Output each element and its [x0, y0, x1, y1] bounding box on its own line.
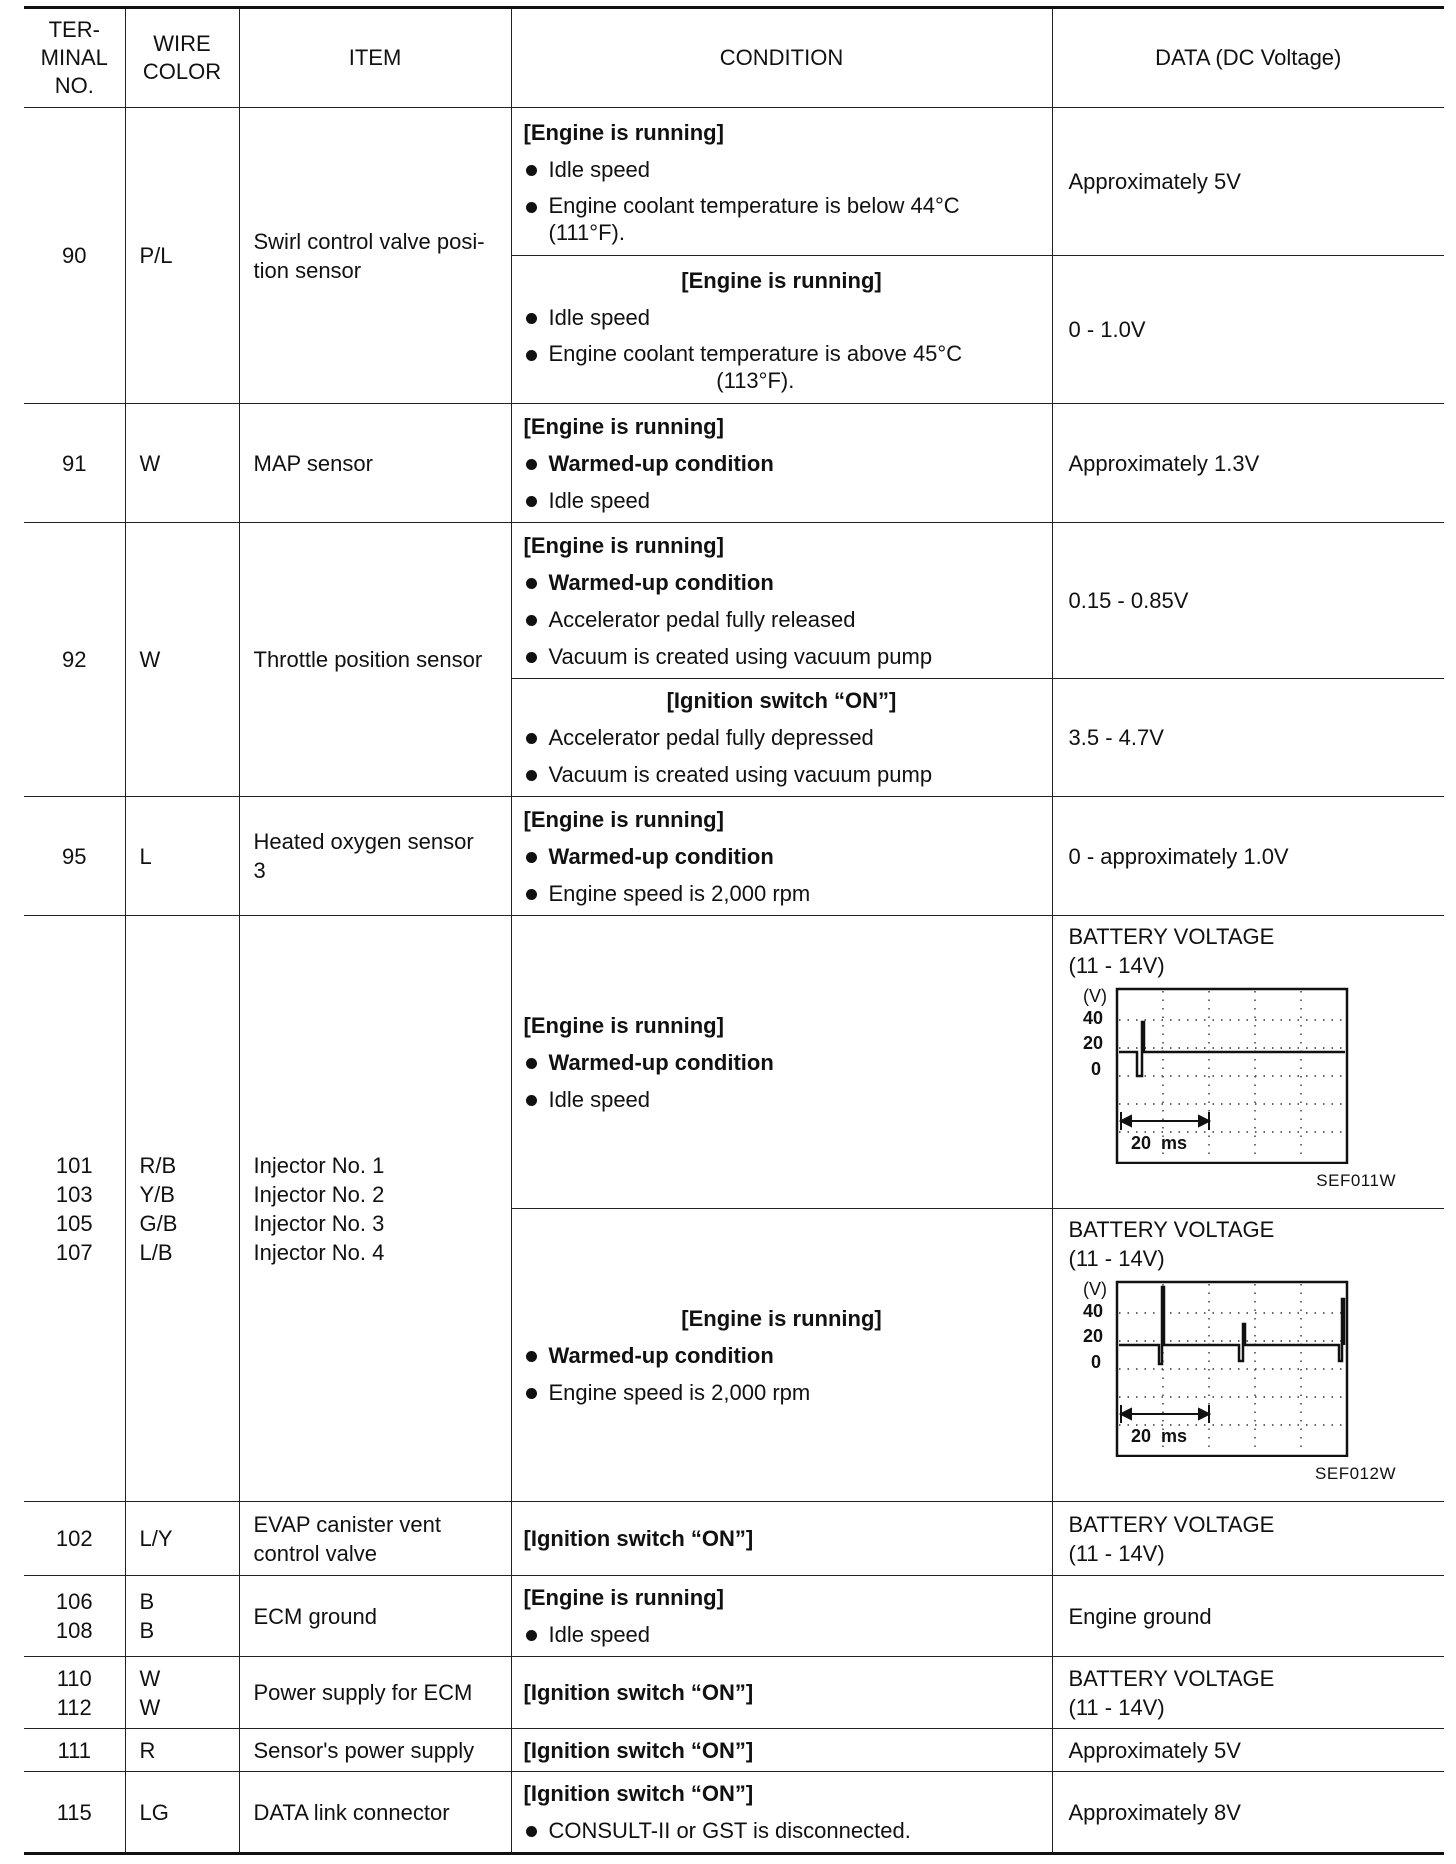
- item: ECM ground: [239, 1576, 511, 1657]
- data-value: Approximately 5V: [1052, 108, 1444, 256]
- terminal-no: 110 112: [24, 1657, 125, 1729]
- wire-color: L/Y: [125, 1502, 239, 1576]
- waveform-y-tick: 20: [1082, 1326, 1103, 1346]
- waveform-y-tick: 20: [1082, 1033, 1103, 1053]
- wire-color: B B: [125, 1576, 239, 1657]
- bullet-icon: [526, 165, 537, 176]
- terminal-no: 111: [24, 1729, 125, 1772]
- waveform-chart: [1069, 1279, 1389, 1457]
- header-item: ITEM: [239, 8, 511, 108]
- waveform-idle: [1069, 986, 1431, 1191]
- waveform-y-tick: 40: [1082, 1008, 1103, 1028]
- data-value: Approximately 5V: [1052, 1729, 1444, 1772]
- table-row: [24, 797, 1444, 916]
- table-row: [24, 1657, 1444, 1729]
- data-value: 3.5 - 4.7V: [1052, 679, 1444, 797]
- condition: [Ignition switch “ON”]: [511, 1729, 1052, 1772]
- header-wire-color: WIRE COLOR: [125, 8, 239, 108]
- condition: [Engine is running] Warmed-up condition Engine speed is 2,000 rpm: [511, 1209, 1052, 1502]
- wire-color: L: [125, 797, 239, 916]
- wire-color: W W: [125, 1657, 239, 1729]
- table-row: [24, 916, 1444, 1209]
- data-value: 0.15 - 0.85V: [1052, 523, 1444, 679]
- bullet-icon: [526, 1058, 537, 1069]
- terminal-no: 91: [24, 404, 125, 523]
- condition: [Engine is running] Warmed-up condition Idle speed: [511, 916, 1052, 1209]
- bullet-icon: [526, 459, 537, 470]
- item: Throttle position sensor: [239, 523, 511, 797]
- bullet-icon: [526, 652, 537, 663]
- bullet-icon: [526, 615, 537, 626]
- table-row: [24, 1502, 1444, 1576]
- table-row: [24, 1576, 1444, 1657]
- item: Sensor's power supply: [239, 1729, 511, 1772]
- waveform-time-label: 20 ms: [1130, 1426, 1187, 1446]
- waveform-unit-label: (V): [1082, 986, 1107, 1006]
- condition: [Engine is running] Idle speed: [511, 1576, 1052, 1657]
- condition: [Engine is running] Warmed-up condition Idle speed: [511, 404, 1052, 523]
- header-data: DATA (DC Voltage): [1052, 8, 1444, 108]
- item: Power supply for ECM: [239, 1657, 511, 1729]
- condition: [Ignition switch “ON”]: [511, 1657, 1052, 1729]
- figure-code: SEF011W: [1316, 1171, 1396, 1190]
- terminal-no: 115: [24, 1772, 125, 1854]
- bullet-icon: [526, 578, 537, 589]
- bullet-icon: [526, 350, 537, 361]
- bullet-icon: [526, 1826, 537, 1837]
- terminal-no: 92: [24, 523, 125, 797]
- condition: [Engine is running] Warmed-up condition Accelerator pedal fully released Vacuum is created using vacuum pump: [511, 523, 1052, 679]
- header-condition: CONDITION: [511, 8, 1052, 108]
- bullet-icon: [526, 733, 537, 744]
- figure-code: SEF012W: [1315, 1464, 1396, 1483]
- item: MAP sensor: [239, 404, 511, 523]
- wire-color: P/L: [125, 108, 239, 404]
- waveform-trace: [1119, 1287, 1344, 1364]
- item: Heated oxygen sensor 3: [239, 797, 511, 916]
- header-row: [24, 8, 1444, 108]
- condition: [Ignition switch “ON”] Accelerator pedal fully depressed Vacuum is created using vacuum pump: [511, 679, 1052, 797]
- bullet-icon: [526, 1388, 537, 1399]
- condition: [Ignition switch “ON”]: [511, 1502, 1052, 1576]
- data-value: BATTERY VOLTAGE (11 - 14V): [1052, 1657, 1444, 1729]
- data-value: Approximately 8V: [1052, 1772, 1444, 1854]
- item: EVAP canister vent control valve: [239, 1502, 511, 1576]
- item: Injector No. 1 Injector No. 2 Injector No. 3 Injector No. 4: [239, 916, 511, 1502]
- item: DATA link connector: [239, 1772, 511, 1854]
- terminal-no: 95: [24, 797, 125, 916]
- waveform-y-tick: 40: [1082, 1301, 1103, 1321]
- ecm-terminal-table: [24, 6, 1444, 1855]
- condition: [Engine is running] Idle speed Engine coolant temperature is above 45°C (113°F).: [511, 256, 1052, 404]
- bullet-icon: [526, 202, 537, 213]
- item: Swirl control valve posi- tion sensor: [239, 108, 511, 404]
- data-value: BATTERY VOLTAGE (11 - 14V) (V) 40 20 0 20 ms SEF011W: [1052, 916, 1444, 1209]
- data-value: BATTERY VOLTAGE (11 - 14V) (V) 40 20 0 20 ms SEF012W: [1052, 1209, 1444, 1502]
- waveform-trace: [1119, 1022, 1345, 1076]
- wire-color: W: [125, 523, 239, 797]
- bullet-icon: [526, 496, 537, 507]
- bullet-icon: [526, 1095, 537, 1106]
- data-value: BATTERY VOLTAGE (11 - 14V): [1052, 1502, 1444, 1576]
- terminal-no: 102: [24, 1502, 125, 1576]
- wire-color: LG: [125, 1772, 239, 1854]
- table-row: [24, 523, 1444, 679]
- condition: [Engine is running] Idle speed Engine coolant temperature is below 44°C (111°F).: [511, 108, 1052, 256]
- condition: [Engine is running] Warmed-up condition Engine speed is 2,000 rpm: [511, 797, 1052, 916]
- waveform-2000rpm: [1069, 1279, 1431, 1484]
- waveform-y-tick: 0: [1090, 1059, 1101, 1079]
- header-terminal: TER- MINAL NO.: [24, 8, 125, 108]
- bullet-icon: [526, 1351, 537, 1362]
- data-value: Engine ground: [1052, 1576, 1444, 1657]
- wire-color: W: [125, 404, 239, 523]
- data-value: Approximately 1.3V: [1052, 404, 1444, 523]
- bullet-icon: [526, 889, 537, 900]
- bullet-icon: [526, 313, 537, 324]
- waveform-y-tick: 0: [1090, 1352, 1101, 1372]
- data-value: 0 - 1.0V: [1052, 256, 1444, 404]
- table-row: [24, 1729, 1444, 1772]
- bullet-icon: [526, 1630, 537, 1641]
- wire-color: R: [125, 1729, 239, 1772]
- table-row: [24, 108, 1444, 256]
- terminal-no: 90: [24, 108, 125, 404]
- table-row: [24, 404, 1444, 523]
- table-row: [24, 1772, 1444, 1854]
- bullet-icon: [526, 770, 537, 781]
- wire-color: R/B Y/B G/B L/B: [125, 916, 239, 1502]
- terminal-no: 101 103 105 107: [24, 916, 125, 1502]
- bullet-icon: [526, 852, 537, 863]
- data-value: 0 - approximately 1.0V: [1052, 797, 1444, 916]
- waveform-unit-label: (V): [1082, 1279, 1107, 1299]
- waveform-time-label: 20 ms: [1130, 1133, 1187, 1153]
- terminal-no: 106 108: [24, 1576, 125, 1657]
- condition: [Ignition switch “ON”] CONSULT-II or GST is disconnected.: [511, 1772, 1052, 1854]
- waveform-chart: [1069, 986, 1389, 1164]
